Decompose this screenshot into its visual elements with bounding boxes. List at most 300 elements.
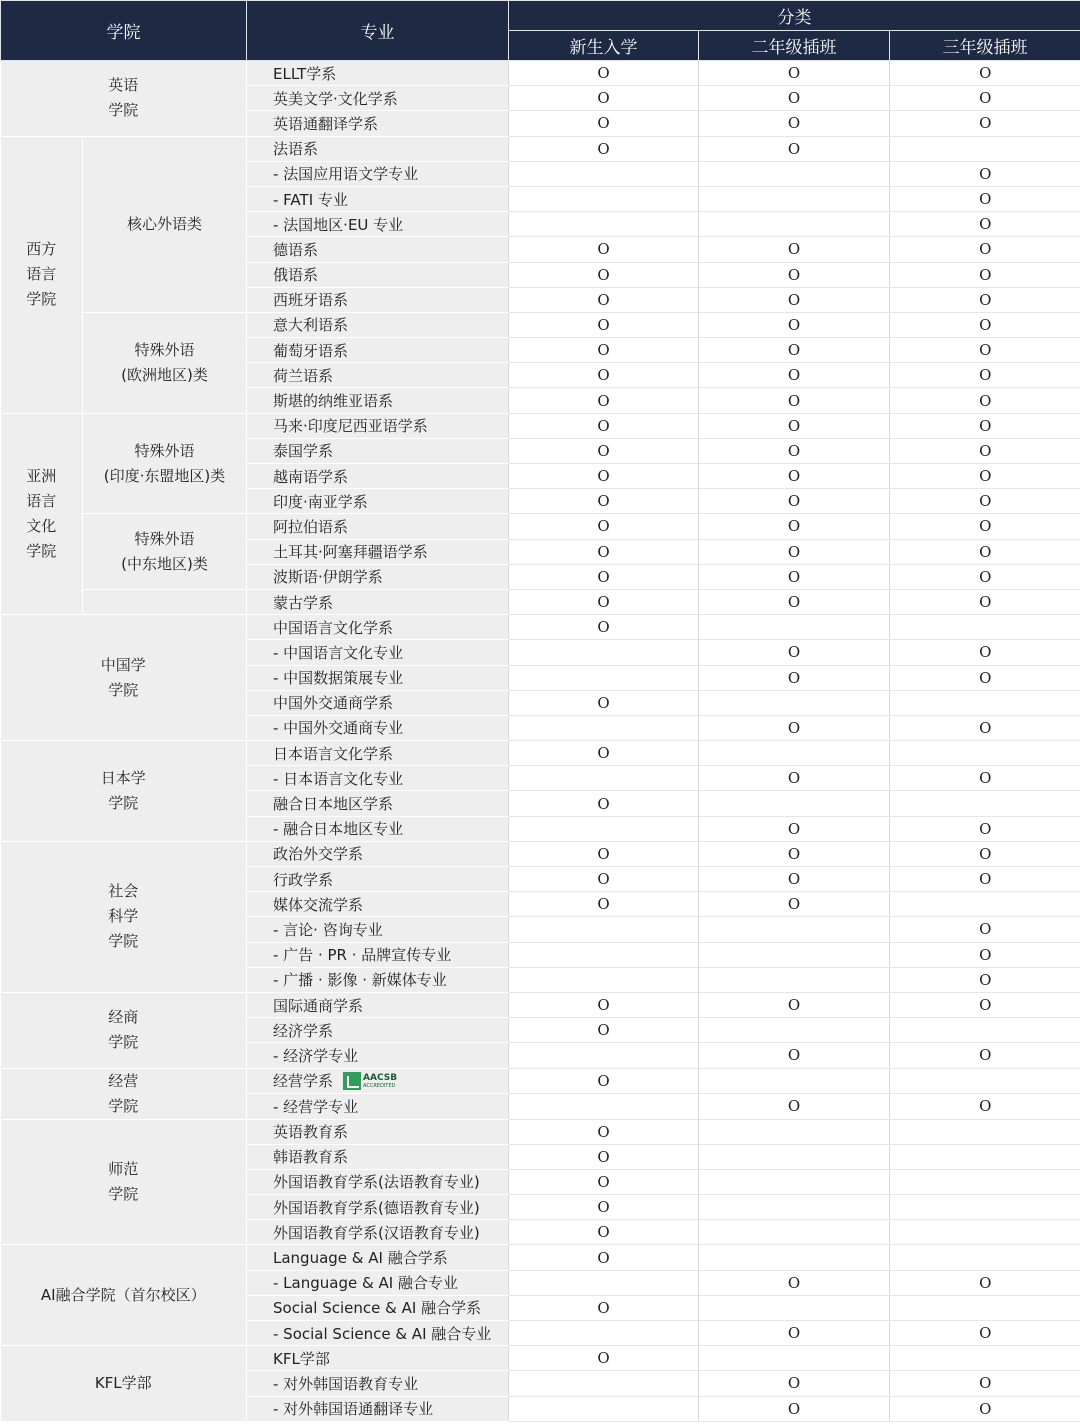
major-cell: [247, 212, 509, 237]
college-cell: AI融合学院（首尔校区）: [1, 1245, 247, 1346]
mark-cell: O: [890, 237, 1080, 262]
major-label: 法语系: [273, 140, 319, 159]
major-cell: [247, 690, 509, 715]
table-row: [1, 413, 1080, 438]
mark-cell: O: [699, 564, 890, 589]
empty-group-cell: [83, 589, 247, 614]
mark-cell: [699, 967, 890, 992]
major-cell: [247, 489, 509, 514]
mark-cell: O: [509, 136, 699, 161]
major-label: 英语教育系: [273, 1123, 349, 1142]
major-label: 英美文学·文化学系: [273, 89, 398, 108]
mark-cell: O: [509, 1018, 699, 1043]
mark-cell: O: [509, 388, 699, 413]
major-label: 西班牙语系: [273, 291, 349, 310]
major-label: - 法国地区·EU 专业: [273, 215, 404, 234]
table-row: [1, 1119, 1080, 1144]
major-cell: [247, 816, 509, 841]
major-label: - 经营学专业: [273, 1097, 359, 1116]
mark-cell: O: [890, 1043, 1080, 1068]
mark-cell: O: [890, 1270, 1080, 1295]
major-label: - 中国语言文化专业: [273, 643, 404, 662]
mark-cell: O: [890, 967, 1080, 992]
mark-cell: [699, 1195, 890, 1220]
mark-cell: O: [509, 514, 699, 539]
major-cell: [247, 86, 509, 111]
header-major: 专业: [247, 1, 509, 61]
mark-cell: O: [509, 111, 699, 136]
mark-cell: O: [699, 539, 890, 564]
major-cell: [247, 1270, 509, 1295]
mark-cell: [509, 1321, 699, 1346]
major-label: 媒体交流学系: [273, 895, 364, 914]
major-cell: [247, 1068, 509, 1094]
major-label: 意大利语系: [273, 316, 349, 335]
major-label: - 经济学专业: [273, 1046, 359, 1065]
mark-cell: O: [699, 992, 890, 1017]
mark-cell: O: [699, 514, 890, 539]
major-cell: [247, 237, 509, 262]
mark-cell: O: [699, 715, 890, 740]
major-label: 经营学系: [273, 1072, 334, 1090]
mark-cell: O: [509, 413, 699, 438]
major-cell: [247, 665, 509, 690]
table-row: [1, 1068, 1080, 1094]
major-cell: [247, 312, 509, 337]
major-cell: [247, 338, 509, 363]
mark-cell: O: [699, 1396, 890, 1421]
mark-cell: O: [890, 413, 1080, 438]
major-cell: [247, 867, 509, 892]
major-label: 葡萄牙语系: [273, 341, 349, 360]
college-cell: KFL学部: [1, 1346, 247, 1422]
mark-cell: O: [890, 111, 1080, 136]
major-label: - 言论· 咨询专业: [273, 920, 383, 939]
mark-cell: O: [509, 1068, 699, 1094]
mark-cell: O: [890, 514, 1080, 539]
major-cell: [247, 1321, 509, 1346]
major-cell: [247, 640, 509, 665]
header-college: 学院: [1, 1, 247, 61]
major-label: - Social Science & AI 融合专业: [273, 1324, 492, 1343]
mark-cell: O: [509, 892, 699, 917]
mark-cell: O: [890, 640, 1080, 665]
mark-cell: [699, 942, 890, 967]
mark-cell: [509, 212, 699, 237]
mark-cell: [890, 1018, 1080, 1043]
mark-cell: O: [890, 186, 1080, 211]
college-cell: 亚洲 语言 文化 学院: [1, 413, 83, 615]
mark-cell: [699, 1018, 890, 1043]
mark-cell: O: [699, 136, 890, 161]
mark-cell: [890, 1295, 1080, 1320]
mark-cell: [699, 615, 890, 640]
mark-cell: O: [890, 262, 1080, 287]
major-cell: [247, 841, 509, 866]
mark-cell: [509, 967, 699, 992]
mark-cell: O: [890, 464, 1080, 489]
mark-cell: [890, 1220, 1080, 1245]
mark-cell: O: [890, 1396, 1080, 1421]
mark-cell: O: [699, 388, 890, 413]
mark-cell: O: [890, 388, 1080, 413]
mark-cell: O: [699, 892, 890, 917]
major-label: 中国外交通商学系: [273, 694, 394, 713]
mark-cell: O: [509, 312, 699, 337]
mark-cell: O: [699, 111, 890, 136]
major-cell: [247, 1043, 509, 1068]
mark-cell: O: [890, 816, 1080, 841]
major-label: 英语通翻译学系: [273, 114, 379, 133]
college-cell: 英语 学院: [1, 61, 247, 137]
mark-cell: O: [699, 816, 890, 841]
mark-cell: [699, 690, 890, 715]
major-label: - Language & AI 融合专业: [273, 1274, 458, 1293]
mark-cell: O: [509, 741, 699, 766]
header-freshman: 新生入学: [509, 31, 699, 61]
mark-cell: [699, 1346, 890, 1371]
major-cell: [247, 464, 509, 489]
mark-cell: O: [699, 61, 890, 86]
major-cell: [247, 539, 509, 564]
mark-cell: [890, 1245, 1080, 1270]
mark-cell: O: [699, 464, 890, 489]
major-cell: [247, 438, 509, 463]
major-cell: [247, 61, 509, 86]
college-cell: 经商 学院: [1, 992, 247, 1068]
major-cell: [247, 791, 509, 816]
major-label: 国际通商学系: [273, 996, 364, 1015]
major-label: 越南语学系: [273, 467, 349, 486]
mark-cell: O: [890, 1321, 1080, 1346]
header-category: 分类: [509, 1, 1080, 31]
mark-cell: O: [699, 413, 890, 438]
major-label: ELLT学系: [273, 64, 337, 83]
mark-cell: O: [699, 262, 890, 287]
mark-cell: O: [890, 942, 1080, 967]
mark-cell: [699, 917, 890, 942]
major-label: 日本语言文化学系: [273, 744, 394, 763]
mark-cell: O: [699, 841, 890, 866]
major-cell: [247, 136, 509, 161]
mark-cell: [890, 892, 1080, 917]
college-cell: 中国学 学院: [1, 615, 247, 741]
major-cell: [247, 917, 509, 942]
mark-cell: O: [509, 1346, 699, 1371]
mark-cell: O: [890, 212, 1080, 237]
mark-cell: [890, 1169, 1080, 1194]
mark-cell: O: [890, 589, 1080, 614]
major-cell: [247, 111, 509, 136]
major-cell: [247, 942, 509, 967]
mark-cell: O: [509, 539, 699, 564]
mark-cell: O: [699, 312, 890, 337]
mark-cell: [699, 1144, 890, 1169]
major-label: 中国语言文化学系: [273, 618, 394, 637]
major-label: - 广播 · 影像 · 新媒体专业: [273, 971, 447, 990]
group-cell: 核心外语类: [83, 136, 247, 312]
mark-cell: [509, 816, 699, 841]
college-cell: 日本学 学院: [1, 741, 247, 842]
table-row: [1, 841, 1080, 866]
major-cell: [247, 1295, 509, 1320]
mark-cell: O: [699, 640, 890, 665]
mark-cell: O: [509, 338, 699, 363]
major-cell: [247, 1094, 509, 1120]
mark-cell: [699, 1119, 890, 1144]
college-cell: 经营 学院: [1, 1068, 247, 1119]
mark-cell: [699, 186, 890, 211]
mark-cell: O: [699, 867, 890, 892]
mark-cell: O: [890, 86, 1080, 111]
header-transfer3: 三年级插班: [890, 31, 1080, 61]
mark-cell: O: [509, 589, 699, 614]
mark-cell: O: [890, 665, 1080, 690]
table-row: [1, 136, 1080, 161]
mark-cell: [699, 741, 890, 766]
mark-cell: [890, 690, 1080, 715]
mark-cell: [699, 1068, 890, 1094]
major-label: 泰国学系: [273, 442, 334, 461]
mark-cell: O: [890, 312, 1080, 337]
major-label: - 中国外交通商专业: [273, 719, 404, 738]
major-cell: [247, 741, 509, 766]
major-label: KFL学部: [273, 1349, 330, 1368]
mark-cell: O: [509, 615, 699, 640]
major-label: 融合日本地区学系: [273, 795, 394, 814]
major-cell: [247, 1220, 509, 1245]
major-cell: [247, 615, 509, 640]
major-cell: [247, 892, 509, 917]
mark-cell: O: [890, 438, 1080, 463]
group-cell: 特殊外语 (中东地区)类: [83, 514, 247, 590]
major-label: - 日本语言文化专业: [273, 769, 404, 788]
major-cell: [247, 564, 509, 589]
mark-cell: [509, 1396, 699, 1421]
group-cell: 特殊外语 (欧洲地区)类: [83, 312, 247, 413]
mark-cell: O: [699, 1094, 890, 1120]
mark-cell: O: [509, 237, 699, 262]
major-label: 外国语教育学系(德语教育专业): [273, 1198, 480, 1217]
mark-cell: O: [509, 86, 699, 111]
major-cell: [247, 715, 509, 740]
mark-cell: [509, 1043, 699, 1068]
mark-cell: O: [699, 766, 890, 791]
mark-cell: O: [890, 539, 1080, 564]
major-cell: [247, 1396, 509, 1421]
major-label: 韩语教育系: [273, 1148, 349, 1167]
mark-cell: O: [509, 992, 699, 1017]
mark-cell: O: [890, 867, 1080, 892]
mark-cell: [890, 1144, 1080, 1169]
mark-cell: [509, 665, 699, 690]
mark-cell: O: [890, 766, 1080, 791]
mark-cell: [509, 186, 699, 211]
mark-cell: O: [890, 489, 1080, 514]
mark-cell: O: [699, 287, 890, 312]
major-cell: [247, 186, 509, 211]
major-label: 马来·印度尼西亚语学系: [273, 417, 428, 436]
mark-cell: [509, 942, 699, 967]
table-row: [1, 312, 1080, 337]
major-cell: [247, 1119, 509, 1144]
mark-cell: O: [890, 917, 1080, 942]
major-cell: [247, 992, 509, 1017]
major-label: - 对外韩国语教育专业: [273, 1374, 419, 1393]
mark-cell: [509, 1094, 699, 1120]
mark-cell: [509, 766, 699, 791]
mark-cell: O: [509, 791, 699, 816]
major-cell: [247, 262, 509, 287]
mark-cell: [699, 212, 890, 237]
major-label: - 融合日本地区专业: [273, 820, 404, 839]
major-label: Social Science & AI 融合学系: [273, 1299, 482, 1318]
major-label: - 对外韩国语通翻译专业: [273, 1400, 434, 1419]
major-label: 经济学系: [273, 1021, 334, 1040]
mark-cell: [890, 791, 1080, 816]
mark-cell: [509, 715, 699, 740]
major-cell: [247, 514, 509, 539]
mark-cell: [890, 1195, 1080, 1220]
mark-cell: O: [890, 287, 1080, 312]
mark-cell: O: [509, 1295, 699, 1320]
mark-cell: O: [509, 564, 699, 589]
mark-cell: [890, 1068, 1080, 1094]
major-cell: [247, 1144, 509, 1169]
mark-cell: [890, 741, 1080, 766]
major-cell: [247, 1245, 509, 1270]
table-row: [1, 61, 1080, 86]
mark-cell: [699, 1169, 890, 1194]
major-cell: [247, 363, 509, 388]
major-label: 印度·南亚学系: [273, 492, 368, 511]
header-transfer2: 二年级插班: [699, 31, 890, 61]
mark-cell: O: [890, 841, 1080, 866]
mark-cell: O: [509, 363, 699, 388]
major-cell: [247, 287, 509, 312]
mark-cell: [890, 136, 1080, 161]
mark-cell: O: [509, 841, 699, 866]
mark-cell: O: [509, 1245, 699, 1270]
mark-cell: [699, 1245, 890, 1270]
mark-cell: O: [699, 1043, 890, 1068]
mark-cell: O: [890, 161, 1080, 186]
major-label: - 广告 · PR · 品牌宣传专业: [273, 946, 452, 965]
mark-cell: O: [699, 237, 890, 262]
table-row: [1, 992, 1080, 1017]
major-label: 俄语系: [273, 266, 319, 285]
table-row: [1, 589, 1080, 614]
major-cell: [247, 413, 509, 438]
mark-cell: O: [890, 338, 1080, 363]
major-label: - 法国应用语文学专业: [273, 165, 419, 184]
major-cell: [247, 589, 509, 614]
mark-cell: O: [699, 363, 890, 388]
major-cell: [247, 967, 509, 992]
table-body: [1, 61, 1080, 1422]
mark-cell: O: [509, 489, 699, 514]
major-label: 蒙古学系: [273, 593, 334, 612]
major-label: - 中国数据策展专业: [273, 669, 404, 688]
table-row: [1, 741, 1080, 766]
major-cell: [247, 388, 509, 413]
mark-cell: [509, 161, 699, 186]
mark-cell: [699, 161, 890, 186]
mark-cell: O: [699, 589, 890, 614]
mark-cell: [509, 640, 699, 665]
mark-cell: [699, 1220, 890, 1245]
mark-cell: O: [509, 262, 699, 287]
mark-cell: O: [699, 438, 890, 463]
mark-cell: [699, 1295, 890, 1320]
table-row: [1, 615, 1080, 640]
major-label: 波斯语·伊朗学系: [273, 568, 383, 587]
major-label: 土耳其·阿塞拜疆语学系: [273, 543, 428, 562]
mark-cell: O: [509, 1144, 699, 1169]
mark-cell: [509, 1270, 699, 1295]
major-cell: [247, 1371, 509, 1396]
aacsb-badge-icon: AACSB ACCREDITED: [343, 1072, 403, 1092]
mark-cell: [509, 917, 699, 942]
college-cell: 社会 科学 学院: [1, 841, 247, 992]
mark-cell: O: [509, 867, 699, 892]
major-cell: [247, 1018, 509, 1043]
mark-cell: O: [509, 1195, 699, 1220]
mark-cell: O: [509, 1220, 699, 1245]
mark-cell: O: [509, 438, 699, 463]
mark-cell: O: [890, 715, 1080, 740]
major-label: 政治外交学系: [273, 845, 364, 864]
mark-cell: O: [890, 61, 1080, 86]
mark-cell: [699, 791, 890, 816]
table-row: [1, 1346, 1080, 1371]
mark-cell: O: [509, 464, 699, 489]
major-label: 外国语教育学系(法语教育专业): [273, 1173, 480, 1192]
mark-cell: O: [890, 1094, 1080, 1120]
major-label: 荷兰语系: [273, 366, 334, 385]
major-label: 德语系: [273, 240, 319, 259]
major-label: - FATI 专业: [273, 190, 348, 209]
mark-cell: O: [699, 489, 890, 514]
mark-cell: O: [890, 992, 1080, 1017]
mark-cell: O: [699, 1371, 890, 1396]
major-label: 外国语教育学系(汉语教育专业): [273, 1223, 480, 1242]
major-cell: [247, 1195, 509, 1220]
mark-cell: O: [509, 690, 699, 715]
mark-cell: [890, 1346, 1080, 1371]
mark-cell: O: [509, 287, 699, 312]
mark-cell: O: [509, 1119, 699, 1144]
mark-cell: O: [509, 61, 699, 86]
mark-cell: O: [699, 1321, 890, 1346]
mark-cell: O: [699, 338, 890, 363]
mark-cell: [509, 1371, 699, 1396]
major-cell: [247, 161, 509, 186]
college-cell: 西方 语言 学院: [1, 136, 83, 413]
mark-cell: O: [890, 564, 1080, 589]
major-label: 行政学系: [273, 870, 334, 889]
mark-cell: O: [890, 363, 1080, 388]
mark-cell: O: [699, 665, 890, 690]
major-cell: [247, 766, 509, 791]
mark-cell: O: [699, 1270, 890, 1295]
major-label: Language & AI 融合学系: [273, 1249, 448, 1268]
mark-cell: O: [509, 1169, 699, 1194]
major-label: 斯堪的纳维亚语系: [273, 392, 394, 411]
major-cell: [247, 1346, 509, 1371]
major-cell: [247, 1169, 509, 1194]
mark-cell: [890, 1119, 1080, 1144]
